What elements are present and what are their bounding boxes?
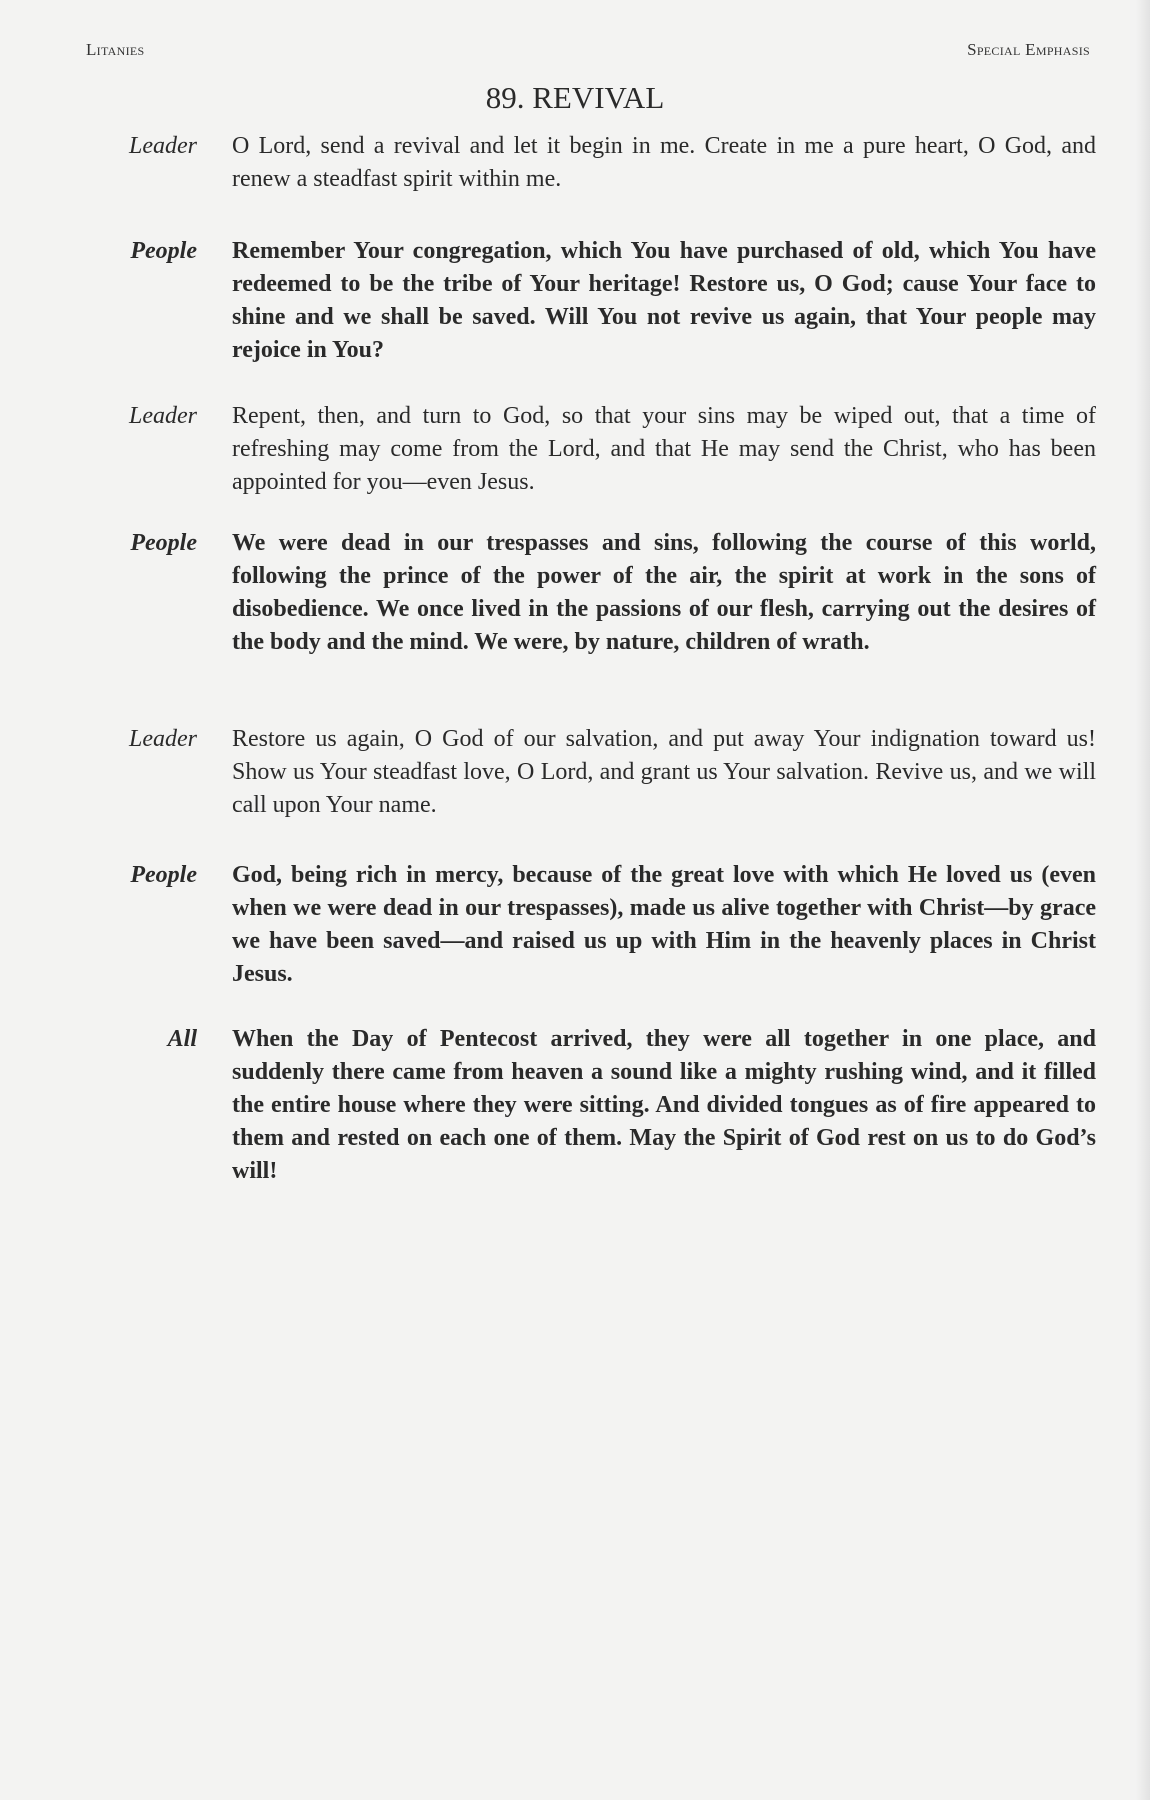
page-edge-shadow xyxy=(1136,0,1150,1800)
speaker-label: People xyxy=(130,238,197,264)
speaker-label: Leader xyxy=(129,403,197,429)
speaker-label: People xyxy=(130,530,197,556)
response-text: O Lord, send a revival and let it begin in me. Create in me a pure heart, O God, and renew a steadfast spirit within me. xyxy=(232,133,1096,192)
page-title: 89. REVIVAL xyxy=(485,80,665,115)
response-text: We were dead in our trespasses and sins, following the course of this world, following the prince of the power of the air, the spirit at work in the sons of disobedience. We once lived in the passions of our flesh, carrying out the desires of the body and the mind. We were, by nature, children of wrath. xyxy=(232,530,1096,655)
response-text: Restore us again, O God of our salvation, and put away Your indignation toward us! Show us Your steadfast love, O Lord, and grant us Your salvation. Revive us, and we will call upon Your name. xyxy=(232,726,1096,818)
response-text: Remember Your congregation, which You have purchased of old, which You have redeemed to be the tribe of Your heritage! Restore us, O God; cause Your face to shine and we shall be saved. Will You not revive us again, that Your people may rejoice in You? xyxy=(232,238,1096,363)
speaker-label: All xyxy=(167,1026,197,1052)
speaker-label: People xyxy=(130,862,197,888)
response-text: Repent, then, and turn to God, so that your sins may be wiped out, that a time of refreshing may come from the Lord, and that He may send the Christ, who has been appointed for you—even Jesus. xyxy=(232,403,1096,495)
running-header-left: Litanies xyxy=(86,40,145,59)
response-text: God, being rich in mercy, because of the great love with which He loved us (even when we were dead in our trespasses), made us alive together with Christ—by grace we have been saved—and raised us up with Him in the heavenly places in Christ Jesus. xyxy=(232,862,1096,987)
speaker-label: Leader xyxy=(129,726,197,752)
running-header-right: Special Emphasis xyxy=(967,40,1090,59)
response-text: When the Day of Pentecost arrived, they were all together in one place, and suddenly there came from heaven a sound like a mighty rushing wind, and it filled the entire house where they were sitting. And divided tongues as of fire appeared to them and rested on each one of them. May the Spirit of God rest on us to do God’s will! xyxy=(232,1026,1096,1184)
speaker-label: Leader xyxy=(129,133,197,159)
